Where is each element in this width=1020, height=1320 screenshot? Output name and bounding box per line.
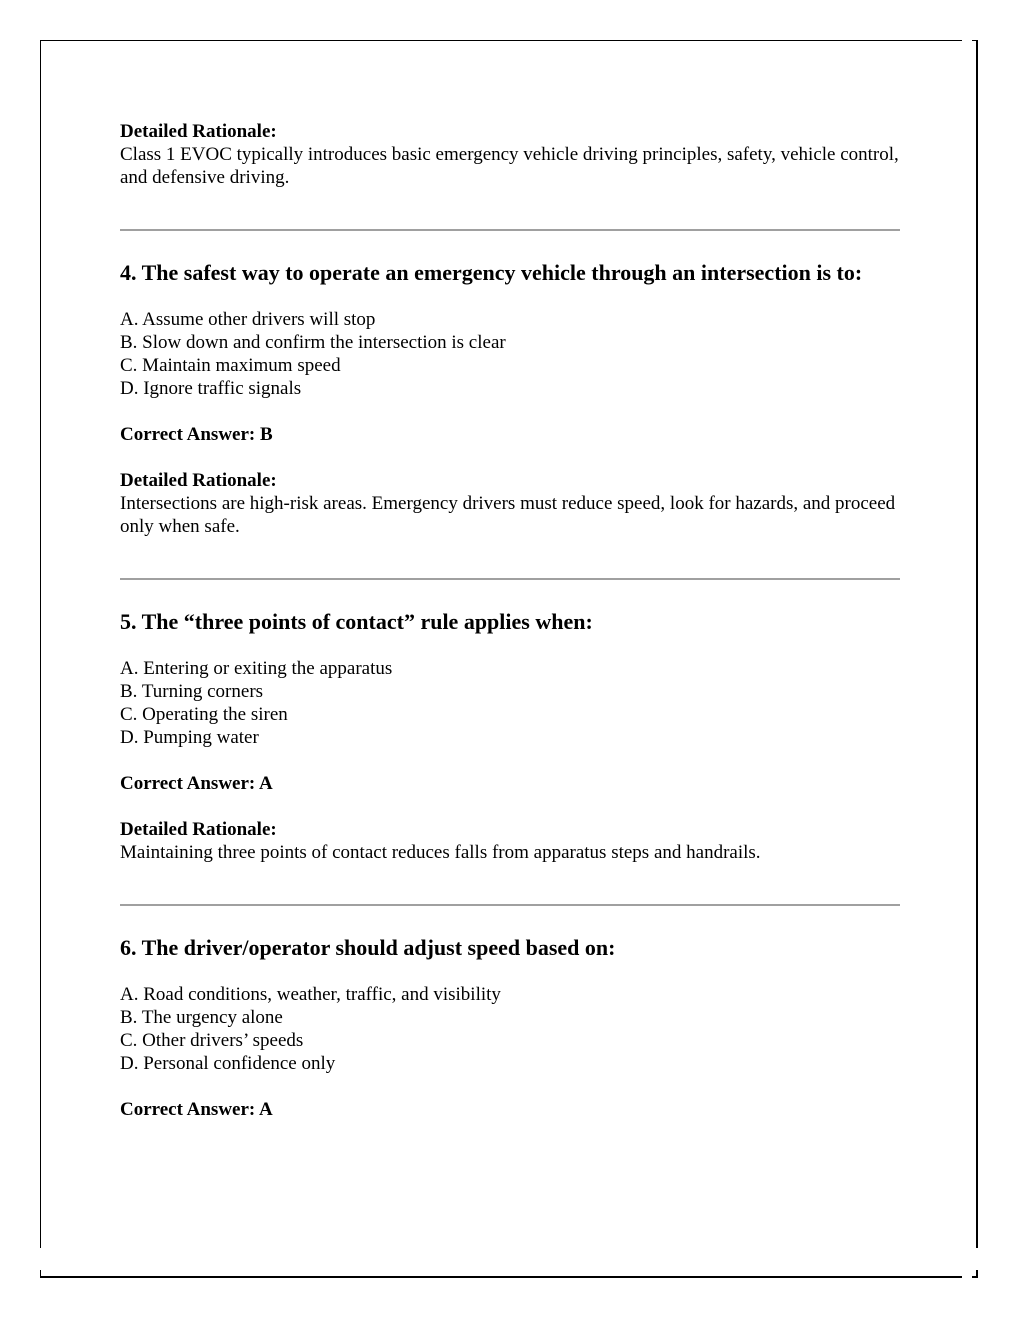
option-item: C. Operating the siren [120,704,288,725]
rationale-label: Detailed Rationale: [120,819,277,840]
option-list [120,657,900,749]
border-break-bottom-right [962,1275,972,1279]
rationale-text: Maintaining three points of contact reduces falls from apparatus steps and handrails. [120,842,761,863]
option-item: B. Slow down and confirm the intersection is clear [120,332,506,353]
option-item: D. Personal confidence only [120,1053,336,1074]
option-item: A. Road conditions, weather, traffic, and visibility [120,984,501,1005]
correct-answer: Correct Answer: B [120,424,273,445]
rationale-text: Class 1 EVOC typically introduces basic emergency vehicle driving principles, safety, vehicle control, and defensive driving. [120,144,899,188]
question-title: 6. The driver/operator should adjust speed based on: [120,935,616,960]
border-break-top-right [962,39,972,42]
question-title: 4. The safest way to operate an emergency vehicle through an intersection is to: [120,260,863,285]
rationale-label: Detailed Rationale: [120,121,277,142]
option-item: A. Entering or exiting the apparatus [120,658,393,679]
border-break-bottom-left [39,1248,42,1270]
border-break-bottom-right-side [976,1248,980,1270]
option-list [120,983,900,1075]
option-item: A. Assume other drivers will stop [120,309,376,330]
correct-answer: Correct Answer: A [120,1099,273,1120]
option-item: C. Other drivers’ speeds [120,1030,304,1051]
document-content [120,120,900,1121]
option-list [120,308,900,400]
rationale-label: Detailed Rationale: [120,470,277,491]
option-item: B. Turning corners [120,681,264,702]
option-item: D. Ignore traffic signals [120,378,302,399]
question-title: 5. The “three points of contact” rule applies when: [120,609,593,634]
option-item: D. Pumping water [120,727,259,748]
option-item: C. Maintain maximum speed [120,355,341,376]
option-item: B. The urgency alone [120,1007,283,1028]
correct-answer: Correct Answer: A [120,773,273,794]
rationale-text: Intersections are high-risk areas. Emergency drivers must reduce speed, look for hazards, and proceed only when safe. [120,493,896,537]
